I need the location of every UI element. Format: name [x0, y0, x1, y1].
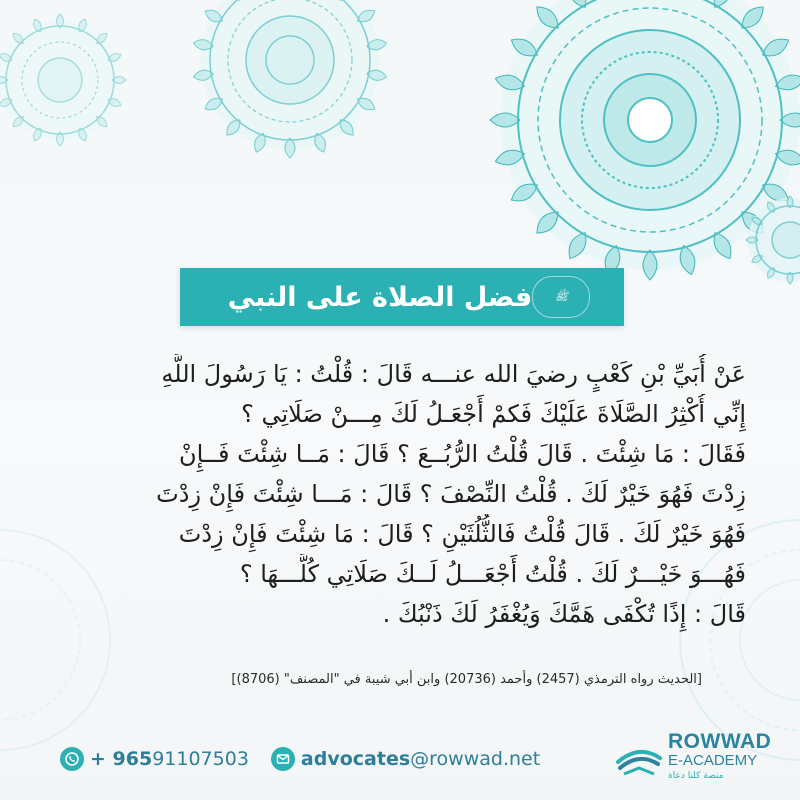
hadith-text — [56, 354, 746, 634]
rowwad-logo — [614, 726, 784, 790]
hadith-line: فَهُوَ خَيْرٌ لَكَ . قَالَ قُلْتُ فَالثُّلُثَيْنِ ؟ قَالَ : مَا شِئْتَ فَإِنْ زِدْتَ — [178, 520, 746, 548]
email-address[interactable] — [301, 748, 540, 770]
phone-digits: 91107503 — [152, 748, 249, 770]
email-user: advocates — [300, 748, 411, 770]
mandala-petal — [193, 38, 214, 51]
mandala-petal — [532, 2, 563, 33]
mandala-petal — [774, 72, 800, 93]
mandala-petal — [709, 229, 736, 262]
mandala-petal — [94, 114, 109, 129]
mandala-petal — [737, 2, 768, 33]
mandala-petal — [355, 7, 377, 26]
hadith-line: قَالَ : إِذًا تُكْفَى هَمَّكَ وَيُغْفَرُ لَكَ ذَنْبُكَ . — [382, 600, 746, 628]
mandala-petal — [57, 14, 64, 28]
mandala-petal — [223, 0, 244, 3]
mandala-petal — [759, 34, 792, 61]
mandala-petal — [737, 207, 768, 238]
mandala-petal — [494, 147, 527, 168]
mandala-petal — [112, 77, 126, 84]
mandala-petal — [355, 95, 377, 114]
mandala-petal — [77, 18, 89, 34]
mandala-petal — [203, 7, 225, 26]
hadith-line: إِنِّي أُكْثِرُ الصَّلَاةَ عَلَيْكَ فَكمْ أَجْعَـلُ لَكَ مِـــنْ صَلَاتِي ؟ — [241, 400, 746, 428]
contact-info — [60, 744, 540, 774]
mandala-petal — [508, 34, 541, 61]
mandala-petal — [643, 250, 657, 280]
email-domain: @rowwad.net — [410, 748, 541, 770]
mandala-petal — [336, 0, 357, 3]
mandala-petal — [11, 114, 26, 129]
mandala-petal — [490, 113, 520, 127]
mandala-petal — [312, 132, 328, 154]
mandala-petal — [765, 200, 776, 213]
mandala-petal — [765, 266, 776, 279]
mandala-petal — [746, 237, 758, 243]
phone-prefix: + 965 — [90, 748, 153, 770]
mandala-petal — [252, 132, 268, 154]
mandala-petal — [780, 113, 800, 127]
mandala-petal — [774, 147, 800, 168]
brand-name: ROWWAD — [668, 730, 772, 753]
mandala-petal — [0, 97, 13, 109]
brand-subtitle: E-ACADEMY — [668, 752, 758, 769]
mandala-petal — [203, 95, 225, 114]
mandala-petal — [532, 207, 563, 238]
mandala-petal — [709, 0, 736, 11]
mandala-petal — [94, 31, 109, 46]
mandala-petal — [759, 179, 792, 206]
hadith-line: زِدْتَ فَهُوَ خَيْرٌ لَكَ . قُلْتُ النِّصْفَ ؟ قَالَ : مَـــا شِئْتَ فَإِنْ زِدْتَ — [156, 480, 746, 508]
hadith-line: فَقَالَ : مَا شِئْتَ . قَالَ قُلْتُ الرُّبُــعَ ؟ قَالَ : مَــا شِئْتَ فَــإِنْ — [179, 440, 746, 468]
mandala-petal — [750, 253, 763, 264]
hadith-line: عَنْ أُبَيِّ بْنِ كَعْبٍ رضيَ الله عنـــه قَالَ : قُلْتُ : يَا رَسُولَ اللَّهِ — [161, 360, 746, 388]
mandala-petal — [677, 244, 698, 277]
mandala-petal — [564, 229, 591, 262]
mandala-petal — [366, 38, 387, 51]
mandala-petal — [32, 127, 44, 143]
hadith-source: [الحديث رواه الترمذي (2457) وأحمد (20736) وابن أبي شيبة في "المصنف" (8706)] — [231, 672, 702, 687]
mandala-petal — [336, 117, 357, 139]
mandala-petal — [787, 196, 793, 208]
mandala-petal — [32, 18, 44, 34]
mandala-petal — [787, 272, 793, 284]
mandala-petal — [508, 179, 541, 206]
mandala-petal — [285, 138, 295, 158]
mandala-petal — [564, 0, 591, 11]
page-title: فضل الصلاة على النبي — [227, 281, 533, 313]
title-banner — [180, 268, 624, 326]
mandala-petal — [77, 127, 89, 143]
mandala-petal — [57, 132, 64, 146]
mandala-petal — [193, 69, 214, 82]
mandala-petal — [0, 77, 8, 84]
salawat-seal-icon: ﷺ — [532, 276, 590, 318]
hadith-line: فَهُـــوَ خَيْـــرٌ لَكَ . قُلْتُ أَجْعَـــلُ لَــكَ صَلَاتِي كُلَّـــهَا ؟ — [239, 560, 746, 588]
mandala-petal — [366, 69, 387, 82]
mandala-petal — [107, 52, 123, 64]
email-icon[interactable] — [271, 747, 295, 771]
rowwad-book-icon — [614, 732, 664, 782]
phone-number[interactable] — [90, 748, 249, 770]
brand-tagline: منصة كلنا دعاة — [668, 771, 724, 781]
mandala-petal — [494, 72, 527, 93]
mandala-petal — [0, 52, 13, 64]
whatsapp-icon[interactable] — [60, 747, 84, 771]
mandala-petal — [107, 97, 123, 109]
mandala-petal — [223, 117, 244, 139]
mandala-petal — [750, 215, 763, 226]
mandala-petal — [11, 31, 26, 46]
